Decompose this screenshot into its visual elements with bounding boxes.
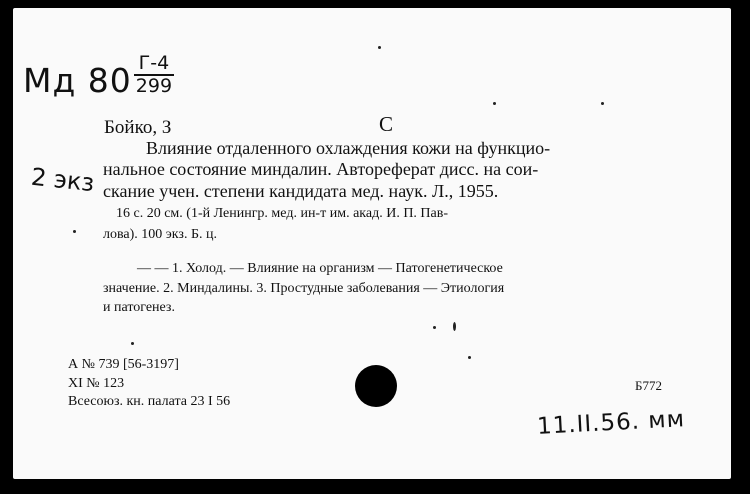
date-note: 11.II.56. мм bbox=[536, 406, 686, 440]
punch-hole bbox=[355, 365, 397, 407]
footer-line: XI № 123 bbox=[68, 376, 125, 391]
speck bbox=[493, 102, 496, 105]
speck bbox=[453, 322, 456, 331]
subject-line: и патогенез. bbox=[103, 300, 175, 315]
catalog-letter: С bbox=[379, 112, 394, 136]
title-line: нальное состояние миндалин. Автореферат дисс. на сои- bbox=[103, 159, 539, 179]
shelfmark-denominator: 299 bbox=[135, 75, 173, 97]
shelfmark-numerator: Г-4 bbox=[138, 52, 170, 74]
speck bbox=[378, 46, 381, 49]
subject-line: — — 1. Холод. — Влияние на организм — Патогенетическое bbox=[137, 261, 503, 276]
subject-line: значение. 2. Миндалины. 3. Простудные заболевания — Этиология bbox=[103, 281, 505, 296]
speck bbox=[468, 356, 471, 359]
footer-line: А № 739 [56-3197] bbox=[68, 357, 179, 372]
shelfmark-fraction bbox=[134, 54, 174, 96]
title-line: скание учен. степени кандидата мед. наук. Л., 1955. bbox=[103, 181, 499, 201]
title-line: Влияние отдаленного охлаждения кожи на функцио- bbox=[146, 138, 551, 158]
speck bbox=[433, 326, 436, 329]
shelfmark bbox=[23, 52, 174, 100]
speck bbox=[601, 102, 604, 105]
margin-note: 2 экз bbox=[29, 162, 96, 198]
speck bbox=[73, 230, 76, 233]
card-code: Б772 bbox=[635, 378, 662, 393]
imprint-line: лова). 100 экз. Б. ц. bbox=[103, 227, 217, 242]
shelfmark-main: Мд 80 bbox=[23, 61, 132, 100]
catalog-card bbox=[13, 8, 731, 479]
author: Бойко, З bbox=[104, 117, 172, 138]
footer-line: Всесоюз. кн. палата 23 I 56 bbox=[68, 394, 231, 409]
imprint-line: 16 с. 20 см. (1-й Ленингр. мед. ин-т им. акад. И. П. Пав- bbox=[116, 206, 449, 221]
speck bbox=[131, 342, 134, 345]
